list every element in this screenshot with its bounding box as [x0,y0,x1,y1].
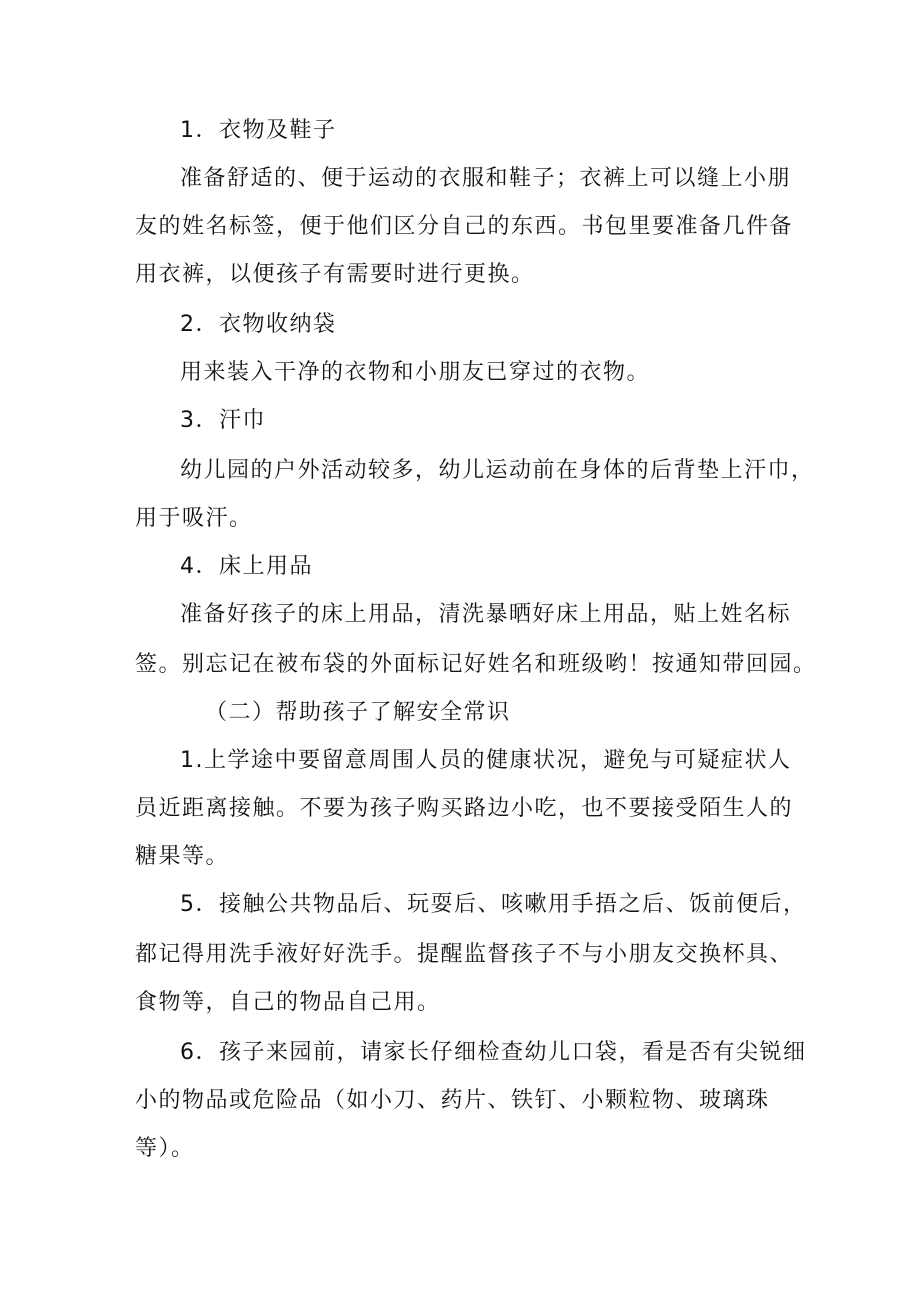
heading-storage-bag: 2．衣物收纳袋 [180,312,337,337]
paragraph-line: 5．接触公共物品后、玩耍后、咳嗽用手捂之后、饭前便后， [180,892,807,917]
paragraph-line: 幼儿园的户外活动较多，幼儿运动前在身体的后背垫上汗巾， [180,458,815,483]
heading-towel: 3．汗巾 [180,408,266,433]
paragraph-line: 等）。 [135,1136,195,1161]
heading-clothing-shoes: 1．衣物及鞋子 [180,118,337,143]
paragraph-line: 员近距离接触。不要为孩子购买路边小吃，也不要接受陌生人的 [135,796,794,821]
heading-bedding: 4．床上用品 [180,554,313,579]
paragraph-line: 用于吸汗。 [135,506,253,531]
paragraph-line: 都记得用洗手液好好洗手。提醒监督孩子不与小朋友交换杯具、 [135,942,794,967]
paragraph-line: 准备好孩子的床上用品，清洗暴晒好床上用品，贴上姓名标 [180,602,792,627]
paragraph-line: 食物等，自己的物品自己用。 [135,990,441,1015]
section-heading-safety: （二）帮助孩子了解安全常识 [205,700,511,725]
paragraph-line: 1.上学途中要留意周围人员的健康状况，避免与可疑症状人 [180,748,792,773]
paragraph-line: 用来装入干净的衣物和小朋友已穿过的衣物。 [180,360,651,385]
paragraph-line: 友的姓名标签，便于他们区分自己的东西。书包里要准备几件备 [135,214,794,239]
paragraph-line: 用衣裤，以便孩子有需要时进行更换。 [135,262,535,287]
paragraph-line: 准备舒适的、便于运动的衣服和鞋子；衣裤上可以缝上小朋 [180,166,792,191]
paragraph-line: 小的物品或危险品（如小刀、药片、铁钉、小颗粒物、玻璃珠 [135,1088,770,1113]
paragraph-line: 6．孩子来园前，请家长仔细检查幼儿口袋，看是否有尖锐细 [180,1040,807,1065]
paragraph-line: 糖果等。 [135,844,230,869]
paragraph-line: 签。别忘记在被布袋的外面标记好姓名和班级哟！按通知带回园。 [135,652,817,677]
